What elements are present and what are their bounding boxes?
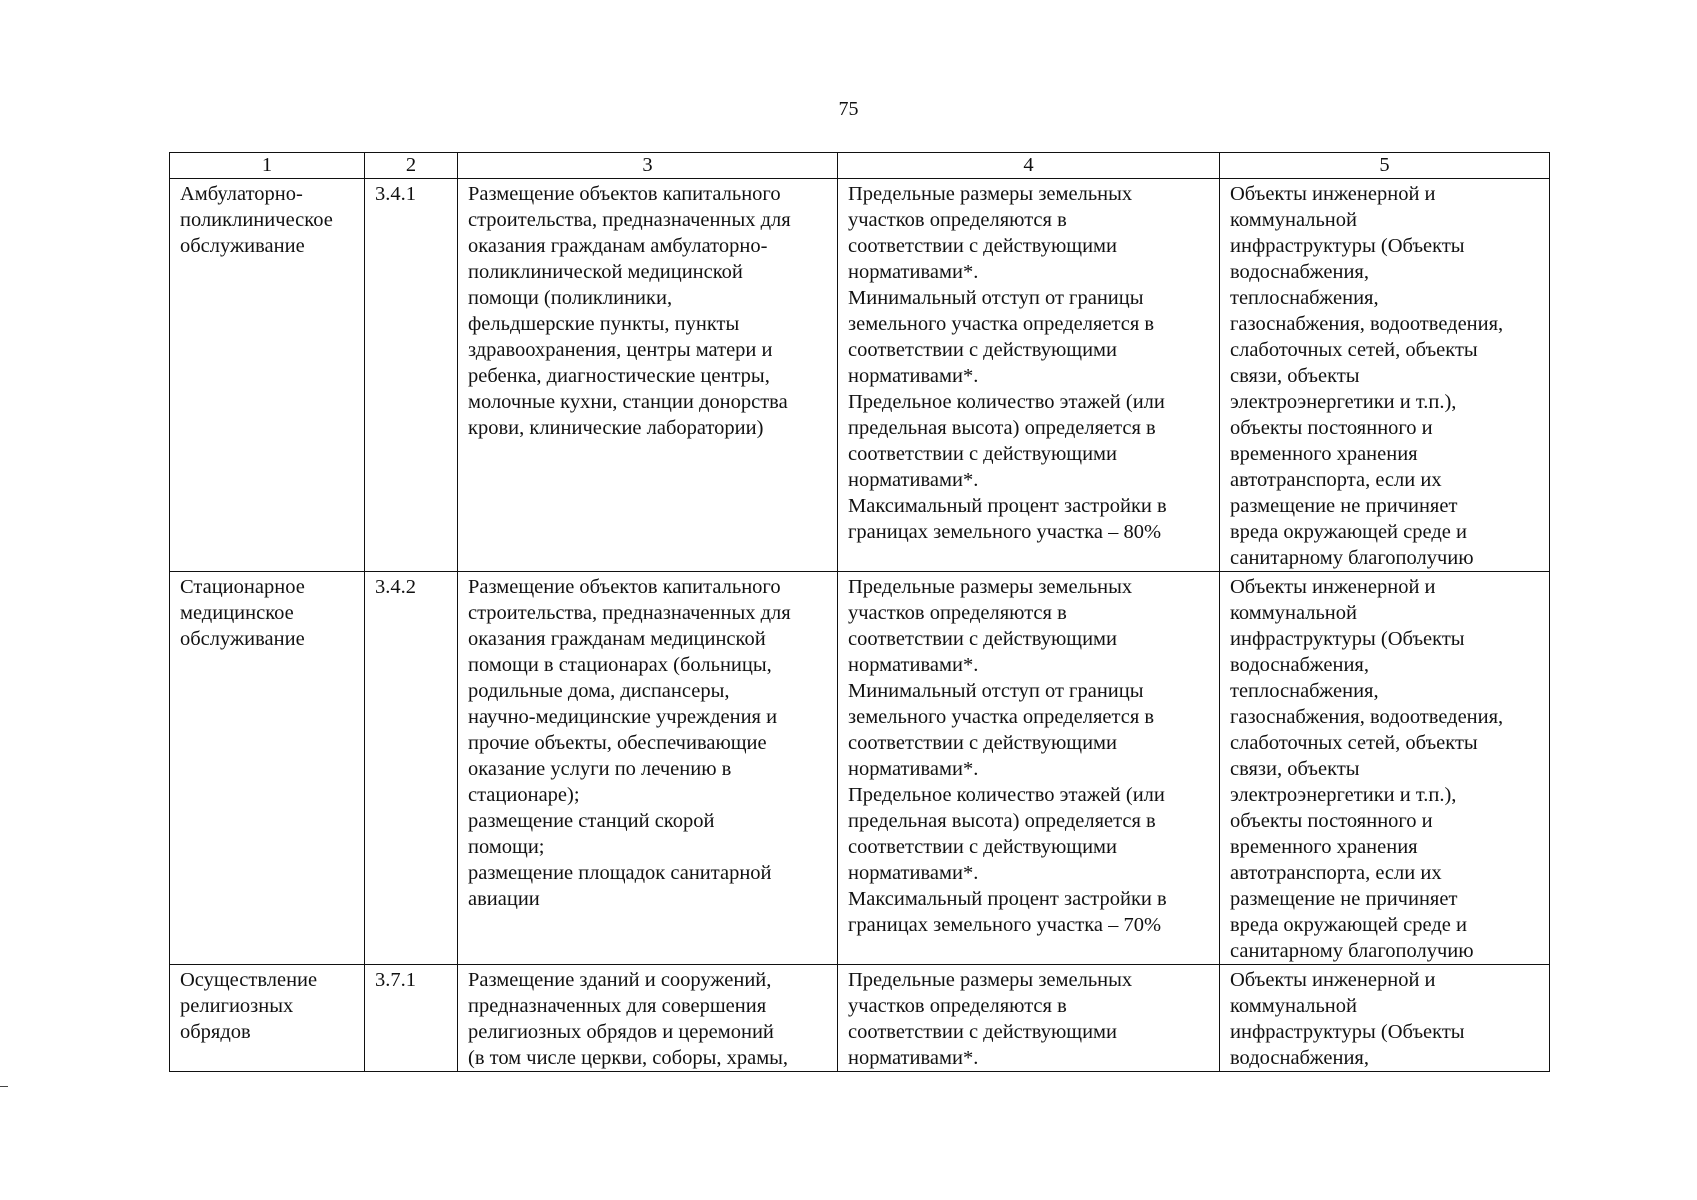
header-col-3: 3 <box>458 153 838 179</box>
use-description-cell: Размещение зданий и сооружений, предназначенных для совершения религиозных обрядов и церемоний (в том числе церкви, соборы, храмы, <box>458 965 838 1072</box>
margin-mark <box>0 1086 8 1087</box>
page-number: 75 <box>838 98 859 120</box>
header-row <box>170 153 1550 179</box>
table-row <box>170 965 1550 1072</box>
auxiliary-uses-cell: Объекты инженерной и коммунальной инфраструктуры (Объекты водоснабжения, теплоснабжения, газоснабжения, водоотведения, слаботочных сетей, объекты связи, объекты электроэнергетики и т.п.), объекты постоянного и временного хранения автотранспорта, если их размещение не причиняет вреда окружающей среде и санитарному благополучию <box>1220 179 1550 572</box>
use-name-cell: Стационарное медицинское обслуживание <box>170 572 365 965</box>
parameters-cell: Предельные размеры земельных участков определяются в соответствии с действующими нормативами*. Минимальный отступ от границы земельного участка определяется в соответствии с действующими нормативами*. Предельное количество этажей (или предельная высота) определяется в соответствии с действующими нормативами*. Максимальный процент застройки в границах земельного участка – 80% <box>838 179 1220 572</box>
use-code-cell: 3.4.1 <box>365 179 458 572</box>
use-name-cell: Осуществление религиозных обрядов <box>170 965 365 1072</box>
parameters-cell: Предельные размеры земельных участков определяются в соответствии с действующими нормативами*. Минимальный отступ от границы земельного участка определяется в соответствии с действующими нормативами*. Предельное количество этажей (или предельная высота) определяется в соответствии с действующими нормативами*. Максимальный процент застройки в границах земельного участка – 70% <box>838 572 1220 965</box>
zoning-table <box>169 152 1550 1072</box>
use-code-cell: 3.4.2 <box>365 572 458 965</box>
auxiliary-uses-cell: Объекты инженерной и коммунальной инфраструктуры (Объекты водоснабжения, теплоснабжения, газоснабжения, водоотведения, слаботочных сетей, объекты связи, объекты электроэнергетики и т.п.), объекты постоянного и временного хранения автотранспорта, если их размещение не причиняет вреда окружающей среде и санитарному благополучию <box>1220 572 1550 965</box>
use-description-cell: Размещение объектов капитального строительства, предназначенных для оказания гражданам медицинской помощи в стационарах (больницы, родильные дома, диспансеры, научно-медицинские учреждения и прочие объекты, обеспечивающие оказание услуги по лечению в стационаре); размещение станций скорой помощи; размещение площадок санитарной авиации <box>458 572 838 965</box>
header-col-2: 2 <box>365 153 458 179</box>
use-name-cell: Амбулаторно- поликлиническое обслуживание <box>170 179 365 572</box>
header-col-5: 5 <box>1220 153 1550 179</box>
table-row <box>170 179 1550 572</box>
header-col-1: 1 <box>170 153 365 179</box>
table-row <box>170 572 1550 965</box>
header-col-4: 4 <box>838 153 1220 179</box>
parameters-cell: Предельные размеры земельных участков определяются в соответствии с действующими нормативами*. <box>838 965 1220 1072</box>
use-description-cell: Размещение объектов капитального строительства, предназначенных для оказания гражданам амбулаторно- поликлинической медицинской помощи (поликлиники, фельдшерские пункты, пункты здравоохранения, центры матери и ребенка, диагностические центры, молочные кухни, станции донорства крови, клинические лаборатории) <box>458 179 838 572</box>
use-code-cell: 3.7.1 <box>365 965 458 1072</box>
auxiliary-uses-cell: Объекты инженерной и коммунальной инфраструктуры (Объекты водоснабжения, <box>1220 965 1550 1072</box>
